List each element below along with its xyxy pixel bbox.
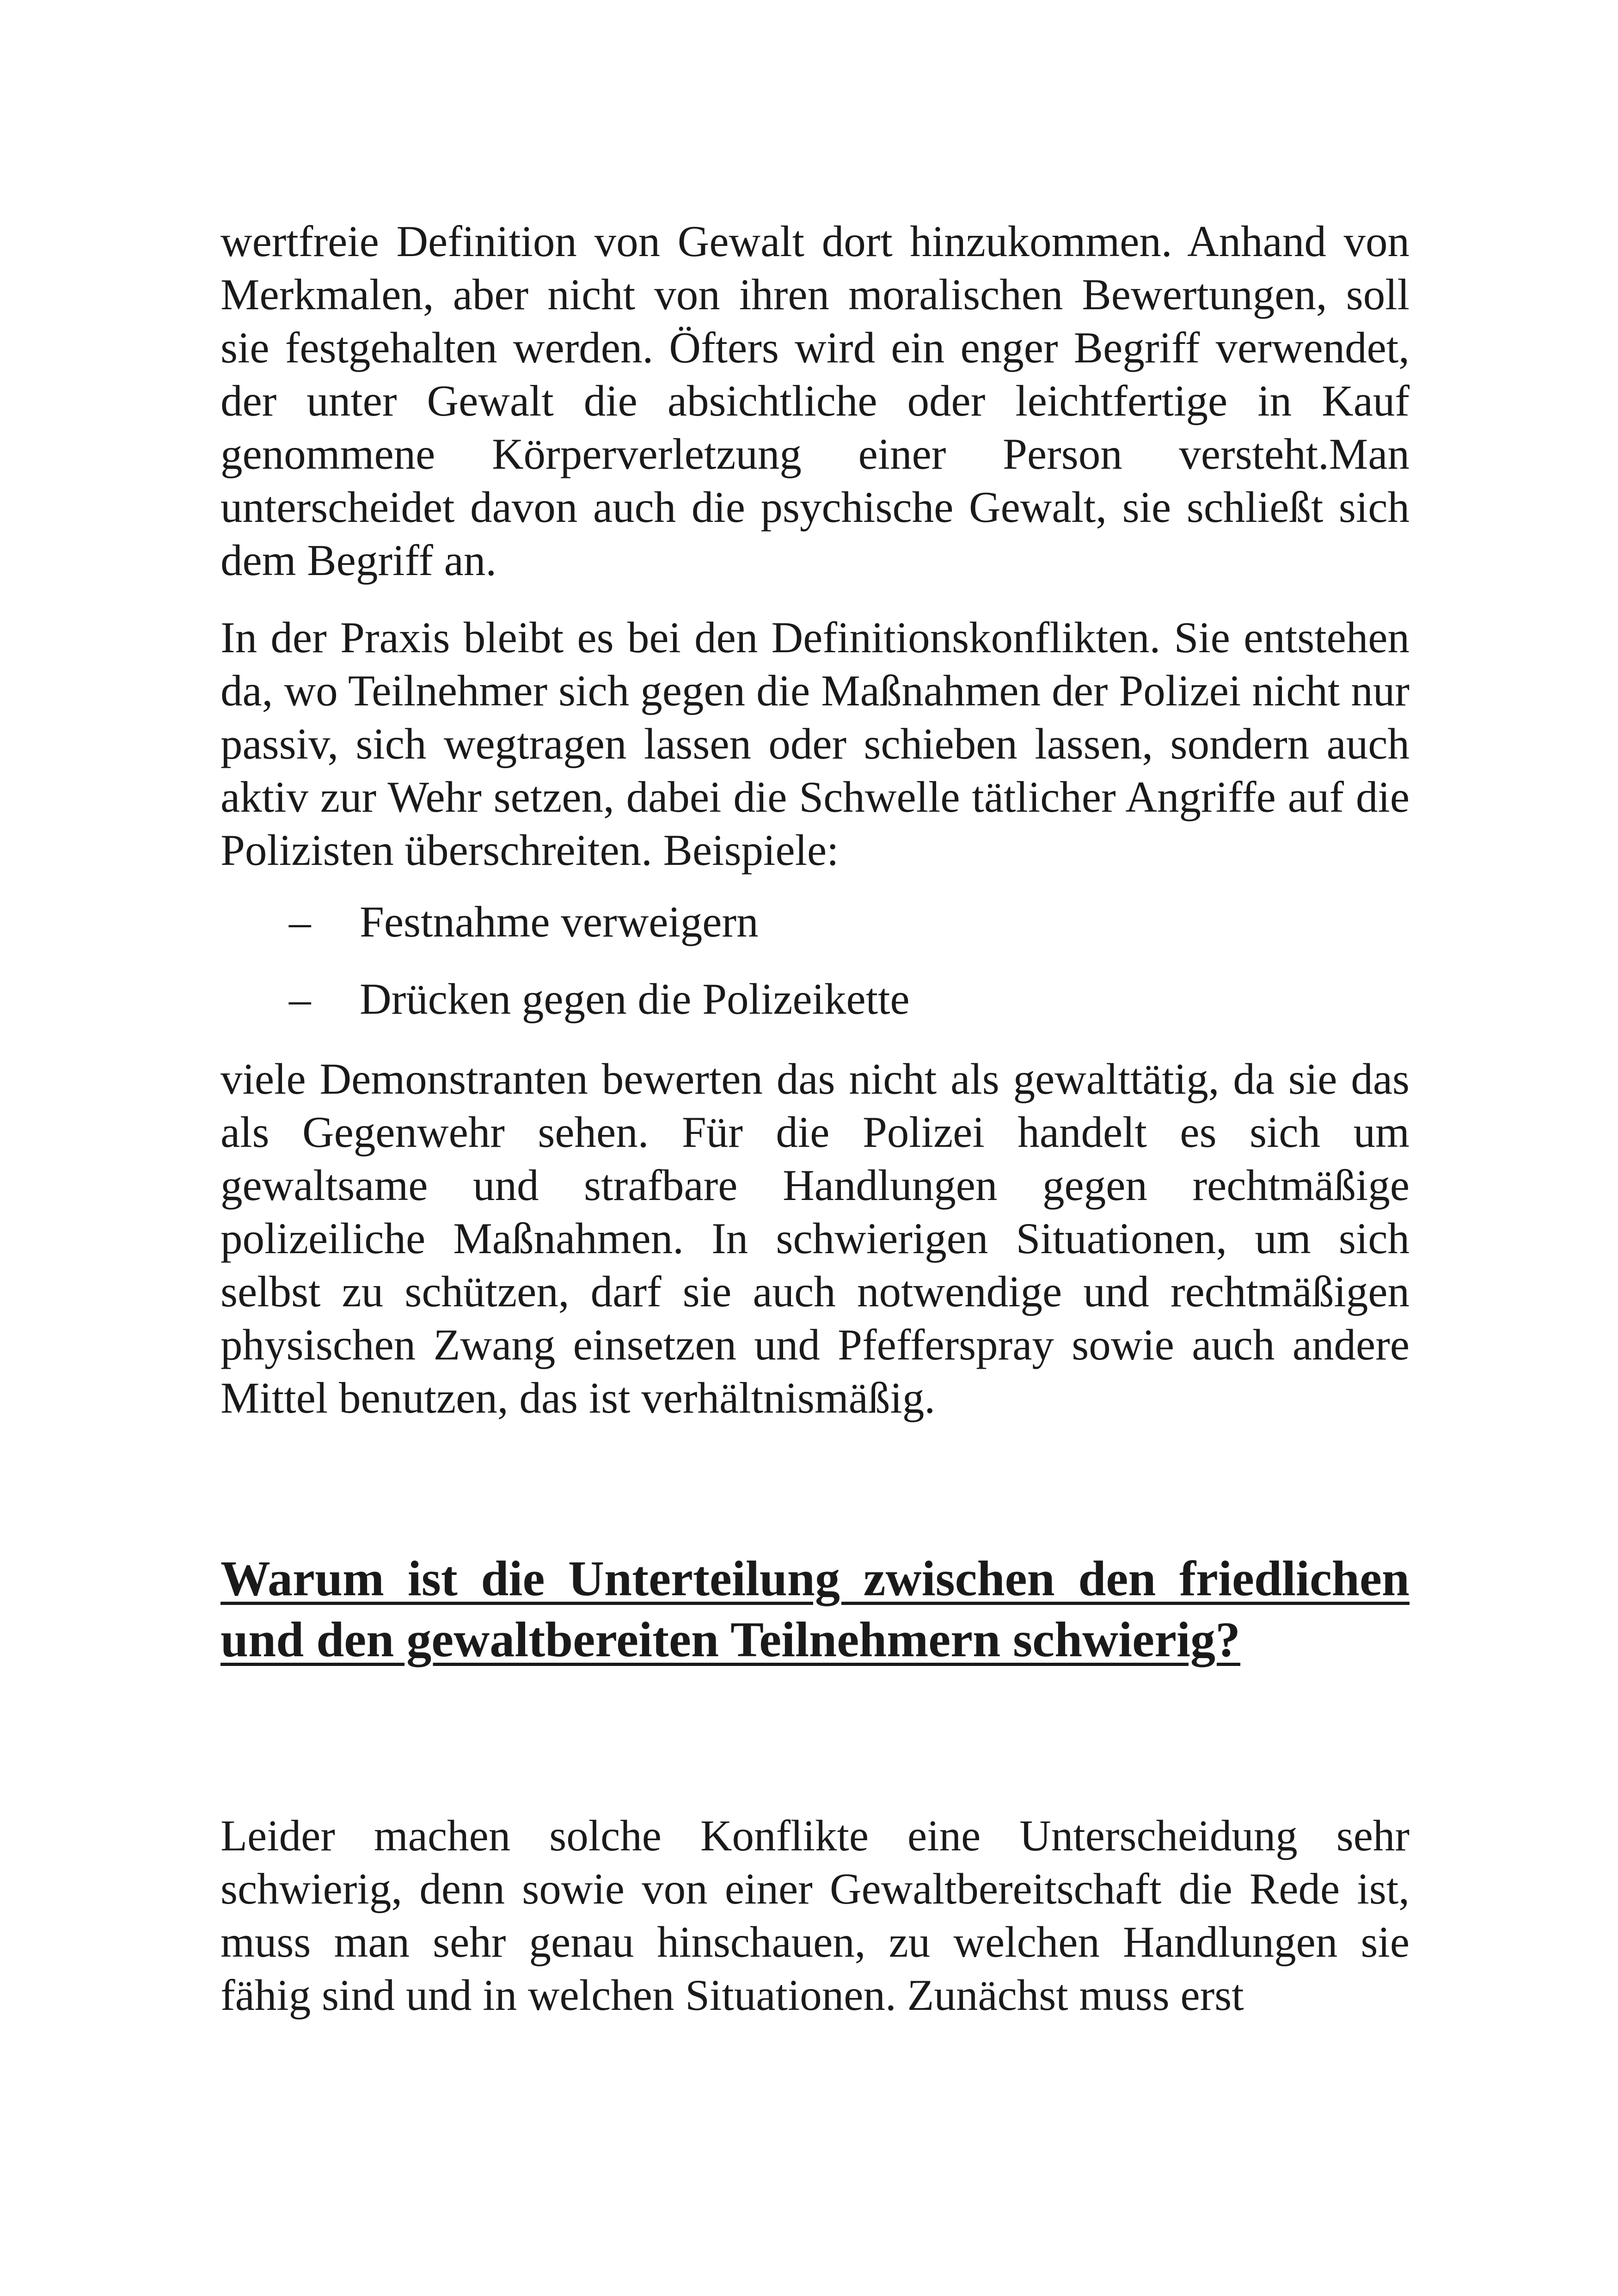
dash-bullet-icon: – (289, 974, 311, 1023)
list-item-text: Drücken gegen die Polizeikette (360, 974, 910, 1023)
paragraph-definition: wertfreie Definition von Gewalt dort hinzukommen. Anhand von Merkmalen, aber nicht von ihren moralischen Bewertungen, soll sie festgehalten werden. Öfters wird ein enger Begriff verwendet, der unter Gewalt die absichtliche oder leichtfertige in Kauf genommene Körperverletzung einer Person versteht.Man unterscheidet davon auch die psychische Gewalt, sie schließt sich dem Begriff an. (221, 217, 1410, 585)
paragraph-demonstrators-view: viele Demonstranten bewerten das nicht als gewalttätig, da sie das als Gegenwehr sehen. Für die Polizei handelt es sich um gewaltsame und strafbare Handlungen gegen rechtmäßige polizeiliche Maßnahmen. In schwierigen Situationen, um sich selbst zu schützen, darf sie auch notwendige und rechtmäßigen physischen Zwang einsetzen und Pfefferspray sowie auch andere Mittel benutzen, das ist verhältnismäßig. (221, 1054, 1410, 1422)
list-item (221, 895, 1410, 949)
list-item (221, 973, 1410, 1026)
paragraph-distinction: Leider machen solche Konflikte eine Unterscheidung sehr schwierig, denn sowie von einer Gewaltbereitschaft die Rede ist, muss man sehr genau hinschauen, zu welchen Handlungen sie fähig sind und in welchen Situationen. Zunächst muss erst (221, 1811, 1410, 2020)
section-heading: Warum ist die Unterteilung zwischen den friedlichen und den gewaltbereiten Teilnehmern schwierig? (221, 1551, 1410, 1667)
list-item-text: Festnahme verweigern (360, 897, 759, 946)
examples-list (221, 895, 1410, 1026)
paragraph-spacer (221, 587, 1410, 611)
dash-bullet-icon: – (289, 897, 311, 946)
document-body (221, 215, 1410, 2022)
paragraph-definition-conflicts: In der Praxis bleibt es bei den Definitionskonflikten. Sie entstehen da, wo Teilnehmer sich gegen die Maßnahmen der Polizei nicht nur passiv, sich wegtragen lassen oder schieben lassen, sondern auch aktiv zur Wehr setzen, dabei die Schwelle tätlicher Angriffe auf die Polizisten überschreiten. Beispiele: (221, 613, 1410, 875)
